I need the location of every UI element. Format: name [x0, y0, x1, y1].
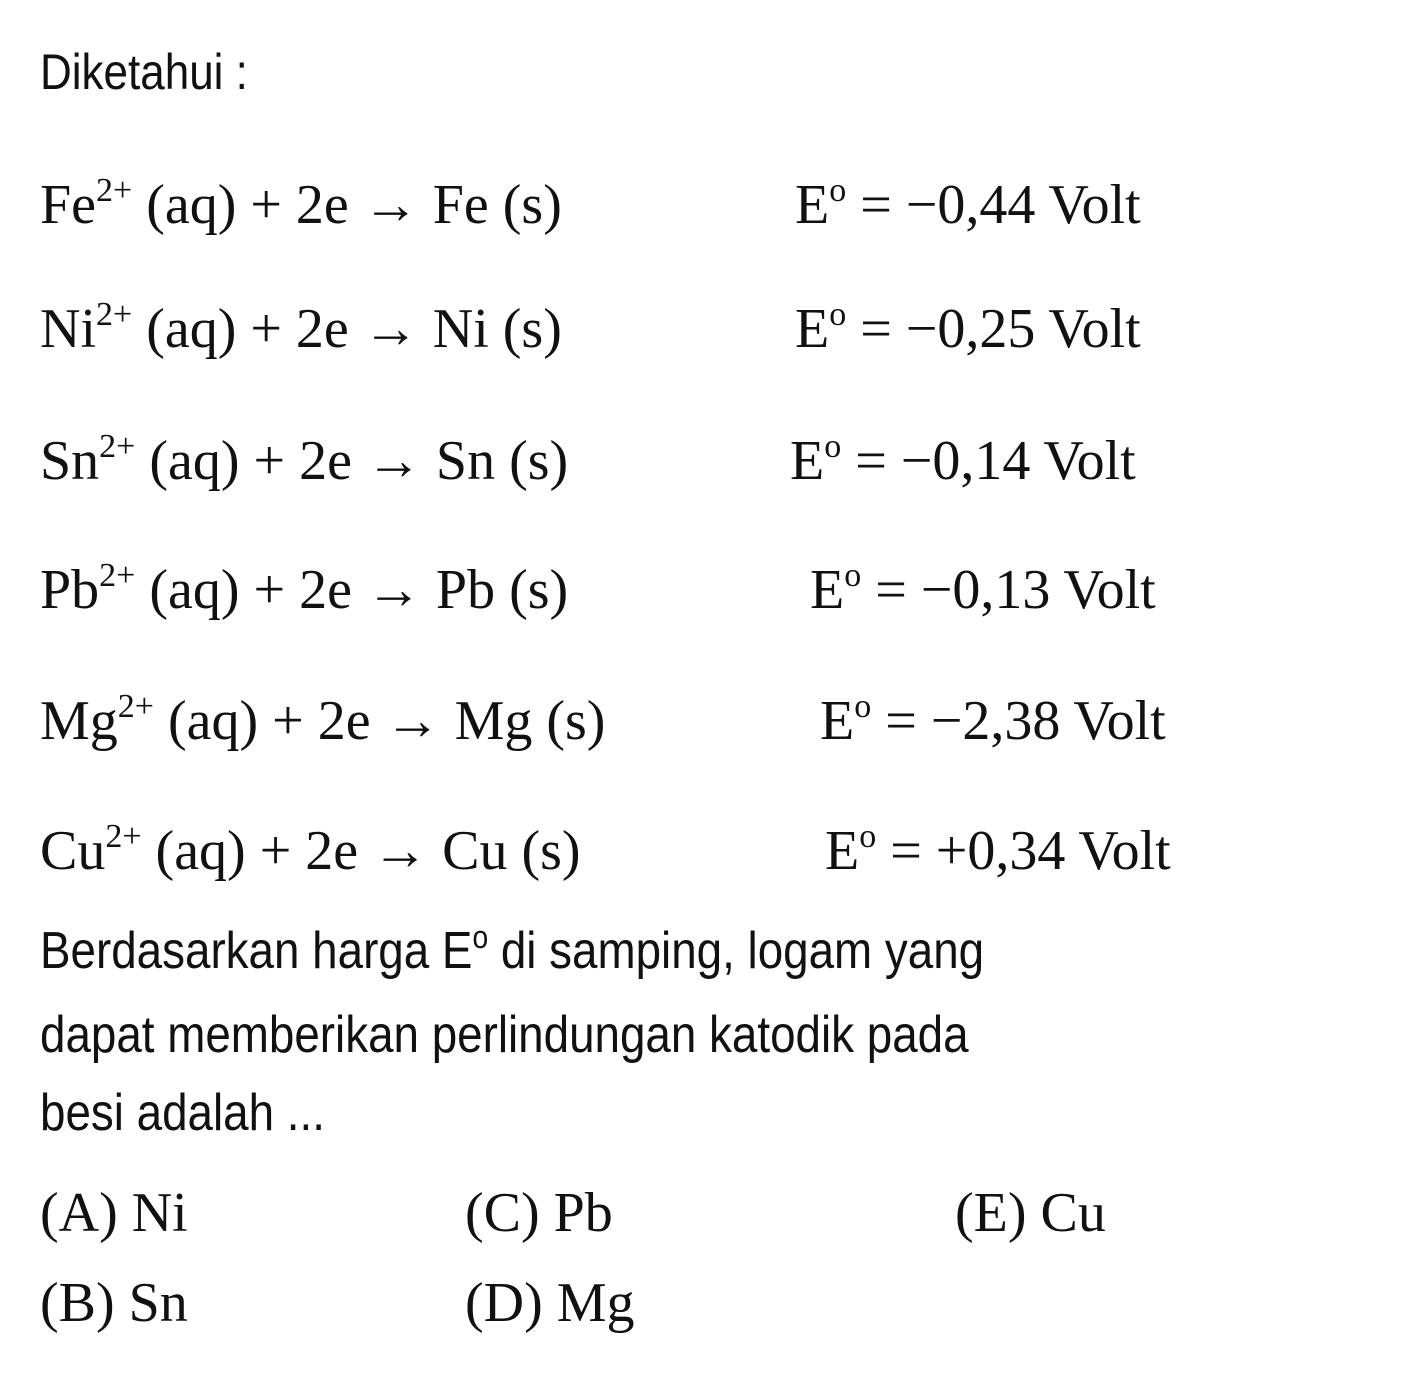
- reaction-pb: [40, 557, 1156, 631]
- ion-symbol: Sn: [40, 430, 100, 492]
- option-e[interactable]: (E) Cu: [955, 1182, 1106, 1244]
- question-line-1: Berdasarkan harga $E^o$ di samping, logam yang: [40, 919, 985, 980]
- reaction-mg: [40, 688, 1166, 762]
- standard-potential: $E^o = -0,44$ Volt: [795, 172, 1141, 236]
- question-line-3: besi adalah ...: [40, 1084, 325, 1142]
- ion-charge: 2+: [105, 818, 142, 855]
- given-heading: Diketahui :: [40, 44, 248, 100]
- standard-potential: $E^o = -0,25$ Volt: [795, 296, 1141, 360]
- option-d[interactable]: (D) Mg: [465, 1272, 635, 1334]
- question-line-2: dapat memberikan perlindungan katodik pada: [40, 1006, 969, 1064]
- standard-potential: $E^o = -2,38$ Volt: [820, 688, 1166, 752]
- ion-charge: 2+: [117, 688, 154, 725]
- ion-symbol: Pb: [40, 559, 100, 621]
- ion-charge: 2+: [96, 172, 133, 209]
- option-a[interactable]: (A) Ni: [40, 1182, 188, 1244]
- reaction-sn: [40, 428, 1136, 502]
- ion-symbol: Mg: [40, 690, 118, 752]
- reaction-ni: [40, 296, 1141, 370]
- reaction-fe: [40, 172, 1141, 246]
- standard-potential: $E^o = -0,14$ Volt: [790, 428, 1136, 492]
- ion-charge: 2+: [99, 557, 136, 594]
- ion-symbol: Ni: [40, 298, 96, 360]
- reaction-body: (aq) + 2e → Pb (s): [149, 559, 569, 621]
- option-b[interactable]: (B) Sn: [40, 1272, 188, 1334]
- ion-charge: 2+: [96, 296, 133, 333]
- reaction-body: (aq) + 2e → Sn (s): [149, 430, 569, 492]
- standard-potential: $E^o = +0,34$ Volt: [825, 818, 1171, 882]
- ion-symbol: Cu: [40, 820, 106, 882]
- reaction-cu: [40, 818, 1171, 892]
- standard-potential: $E^o = -0,13$ Volt: [810, 557, 1156, 621]
- reaction-body: (aq) + 2e → Ni (s): [146, 298, 562, 360]
- ion-symbol: Fe: [40, 174, 96, 236]
- reaction-body: (aq) + 2e → Mg (s): [167, 690, 606, 752]
- option-c[interactable]: (C) Pb: [465, 1182, 613, 1244]
- reaction-body: (aq) + 2e → Cu (s): [155, 820, 581, 882]
- reaction-body: (aq) + 2e → Fe (s): [146, 174, 562, 236]
- ion-charge: 2+: [99, 428, 136, 465]
- question-text: [40, 912, 1378, 1152]
